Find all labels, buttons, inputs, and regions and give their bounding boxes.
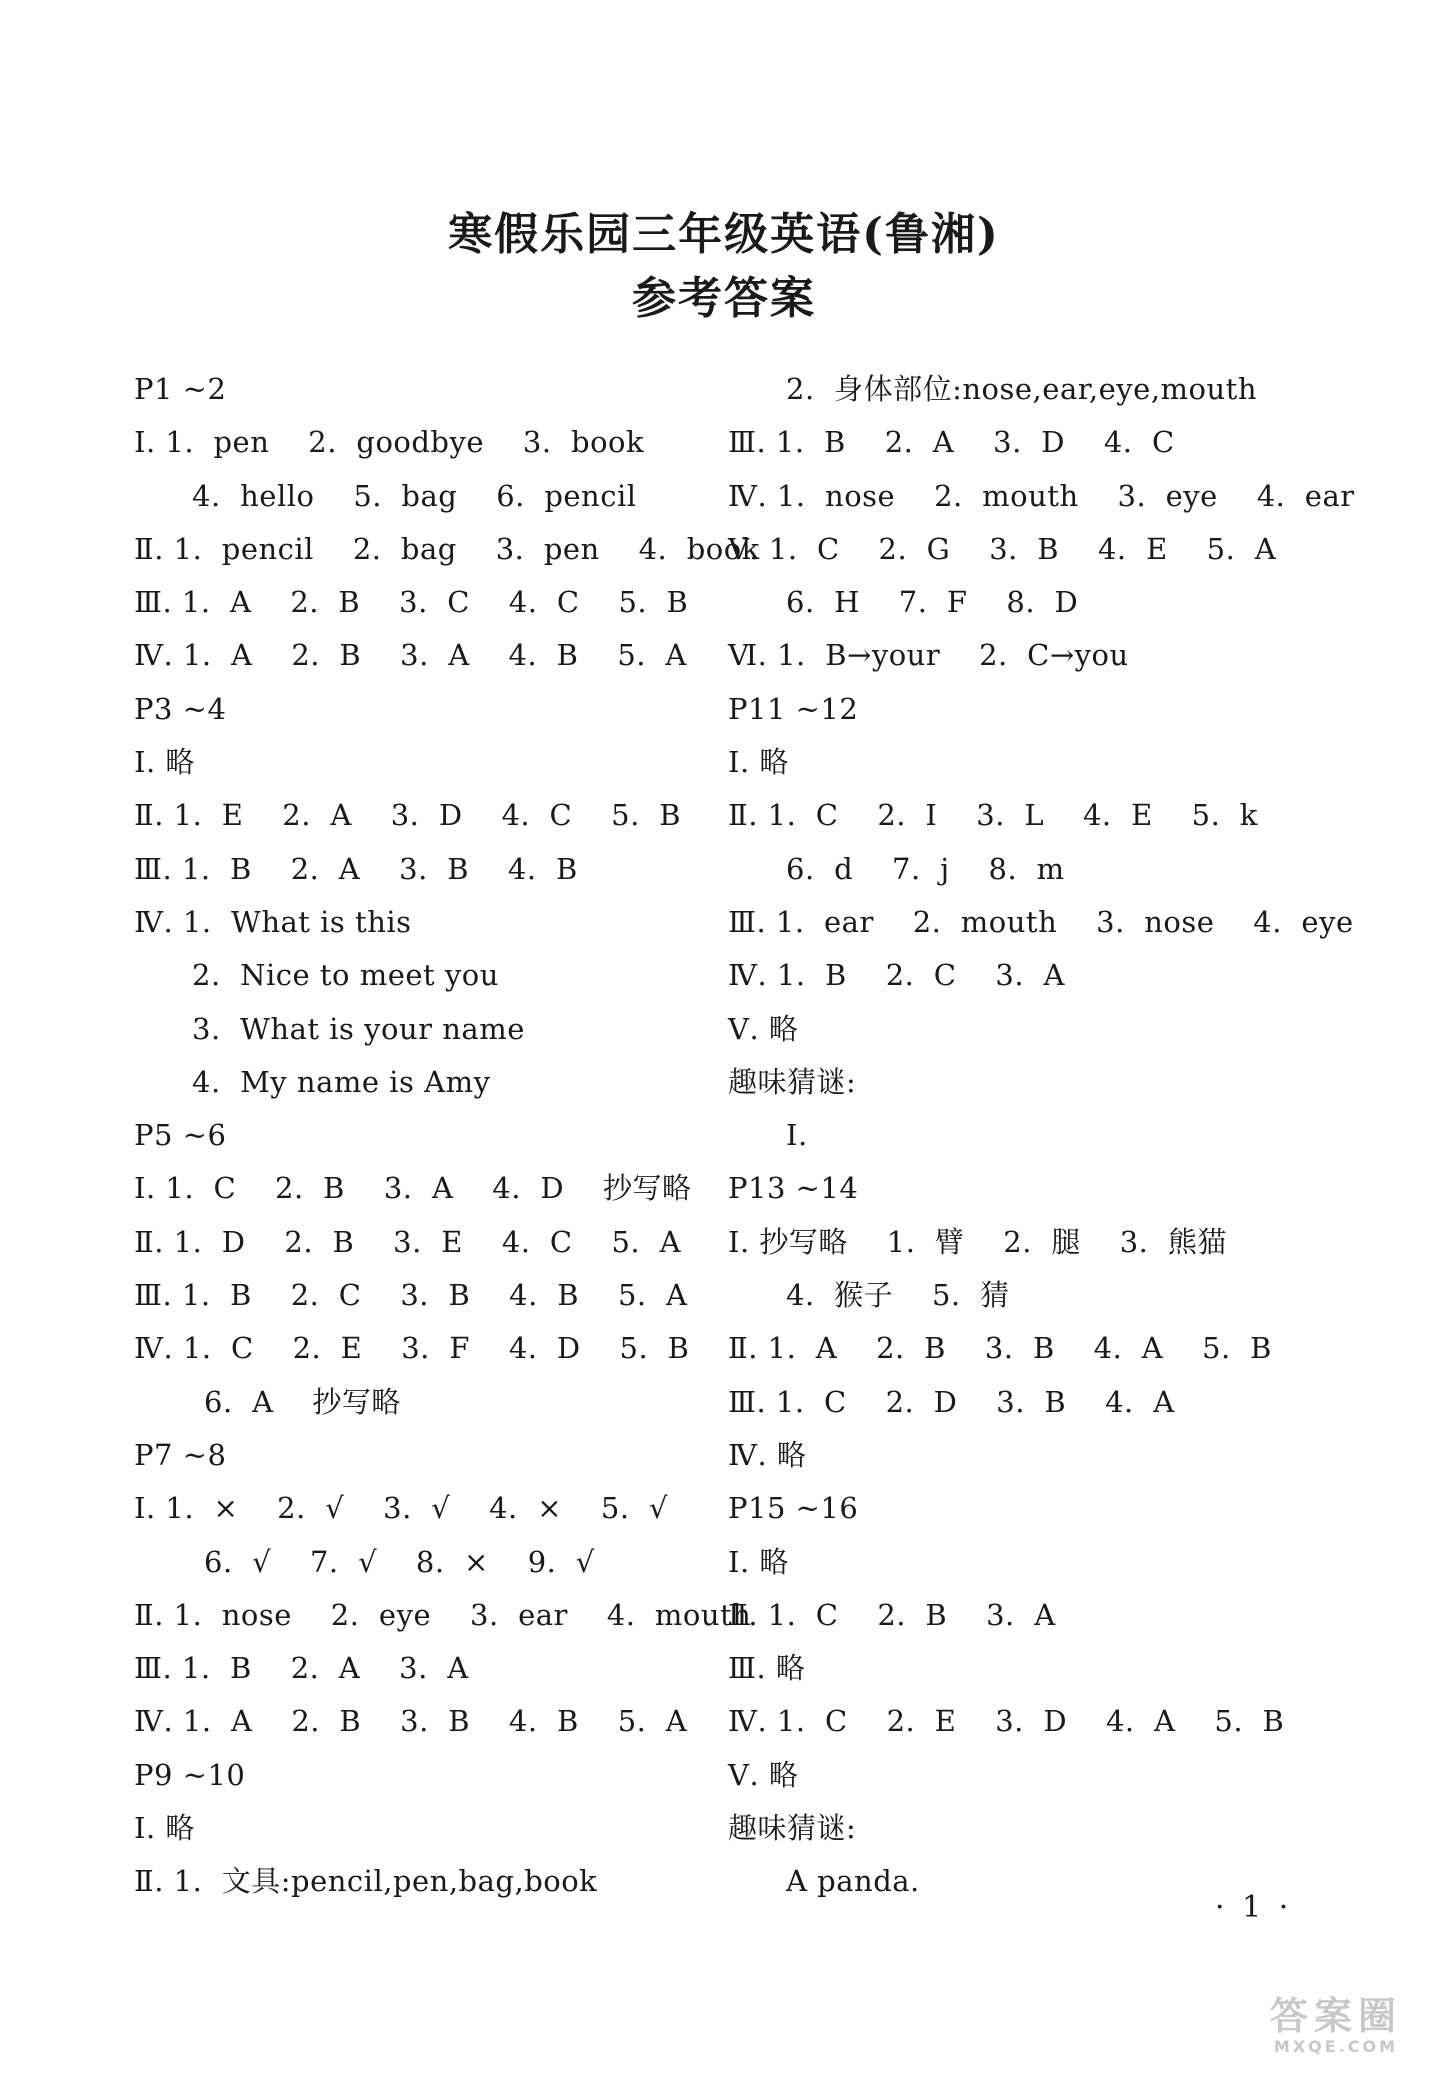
left-answer-line: Ⅰ. 1. pen 2. goodbye 3. book <box>134 425 645 460</box>
right-answer-line: 趣味猜谜: <box>728 1064 857 1099</box>
right-answer-line: Ⅲ. 略 <box>728 1651 806 1686</box>
right-answer-line: 6. d 7. j 8. m <box>786 851 1065 886</box>
right-answer-line: P15 ~16 <box>728 1491 859 1526</box>
left-answer-line: 3. What is your name <box>192 1011 525 1046</box>
left-answer-line: Ⅲ. 1. B 2. A 3. A <box>134 1651 469 1686</box>
left-answer-line: Ⅱ. 1. nose 2. eye 3. ear 4. mouth <box>134 1597 752 1632</box>
right-answer-line: Ⅳ. 1. B 2. C 3. A <box>728 958 1065 993</box>
right-answer-column <box>728 363 1355 1909</box>
left-answer-line: Ⅲ. 1. B 2. A 3. B 4. B <box>134 851 578 886</box>
right-answer-line: 趣味猜谜: <box>728 1811 857 1846</box>
left-answer-line: Ⅱ. 1. pencil 2. bag 3. pen 4. book <box>134 531 760 566</box>
right-answer-line: 2. 身体部位:nose,ear,eye,mouth <box>786 372 1258 406</box>
right-answer-line: 6. H 7. F 8. D <box>786 585 1079 620</box>
left-answer-line: 4. My name is Amy <box>192 1064 491 1099</box>
right-answer-line: Ⅰ. 抄写略 1. 臂 2. 腿 3. 熊猫 <box>728 1224 1227 1259</box>
right-answer-line: Ⅱ. 1. C 2. B 3. A <box>728 1597 1056 1632</box>
right-answer-line: Ⅲ. 1. B 2. A 3. D 4. C <box>728 425 1175 460</box>
right-answer-line: Ⅲ. 1. C 2. D 3. B 4. A <box>728 1384 1175 1419</box>
left-answer-line: Ⅳ. 1. What is this <box>134 904 412 939</box>
right-answer-line: P13 ~14 <box>728 1171 859 1206</box>
right-answer-line: Ⅴ. 略 <box>728 1757 799 1792</box>
right-answer-line: Ⅱ. 1. A 2. B 3. B 4. A 5. B <box>728 1331 1272 1366</box>
left-answer-line: Ⅲ. 1. B 2. C 3. B 4. B 5. A <box>134 1278 688 1313</box>
left-answer-column <box>134 363 760 1909</box>
right-answer-line: Ⅰ. 略 <box>728 745 789 780</box>
right-answer-line: Ⅴ. 略 <box>728 1011 799 1046</box>
left-answer-line: 4. hello 5. bag 6. pencil <box>192 478 637 513</box>
left-answer-line: P1 ~2 <box>134 372 227 406</box>
right-answer-line: Ⅳ. 1. nose 2. mouth 3. eye 4. ear <box>728 478 1355 513</box>
right-answer-line: Ⅴ. 1. C 2. G 3. B 4. E 5. A <box>728 531 1277 566</box>
left-answer-line: Ⅰ. 1. × 2. √ 3. √ 4. × 5. √ <box>134 1491 668 1526</box>
right-answer-line: 4. 猴子 5. 猜 <box>786 1278 1010 1313</box>
left-answer-line: Ⅳ. 1. C 2. E 3. F 4. D 5. B <box>134 1331 690 1366</box>
left-answer-line: 6. √ 7. √ 8. × 9. √ <box>204 1544 595 1579</box>
left-answer-line: P9 ~10 <box>134 1757 246 1792</box>
right-answer-line: Ⅳ. 1. C 2. E 3. D 4. A 5. B <box>728 1704 1285 1739</box>
document-subtitle: 参考答案 <box>632 273 816 324</box>
right-answer-line: P11 ~12 <box>728 691 859 726</box>
right-answer-line: Ⅵ. 1. B→your 2. C→you <box>728 638 1129 673</box>
left-answer-line: Ⅳ. 1. A 2. B 3. A 4. B 5. A <box>134 638 687 673</box>
left-answer-line: Ⅱ. 1. 文具:pencil,pen,bag,book <box>134 1864 598 1899</box>
left-answer-line: Ⅱ. 1. D 2. B 3. E 4. C 5. A <box>134 1224 682 1259</box>
left-answer-line: 6. A 抄写略 <box>204 1384 401 1419</box>
left-answer-line: P7 ~8 <box>134 1437 227 1472</box>
right-answer-line: I. <box>786 1118 808 1153</box>
right-answer-line: Ⅳ. 略 <box>728 1437 807 1472</box>
document-title: 寒假乐园三年级英语(鲁湘) <box>448 209 1000 260</box>
left-answer-line: Ⅲ. 1. A 2. B 3. C 4. C 5. B <box>134 585 689 620</box>
page-number: · 1 · <box>1215 1890 1293 1925</box>
watermark-logo <box>1246 1994 1426 2064</box>
left-answer-line: Ⅰ. 1. C 2. B 3. A 4. D 抄写略 <box>134 1171 692 1206</box>
left-answer-line: P3 ~4 <box>134 691 227 726</box>
left-answer-line: Ⅳ. 1. A 2. B 3. B 4. B 5. A <box>134 1704 688 1739</box>
right-answer-line: A panda. <box>786 1864 920 1899</box>
left-answer-line: 2. Nice to meet you <box>192 958 499 993</box>
right-answer-line: Ⅱ. 1. C 2. I 3. L 4. E 5. k <box>728 798 1258 833</box>
watermark-bottom: MXQE.COM <box>1273 2037 1399 2056</box>
watermark-top: 答案圈 <box>1269 1994 1402 2038</box>
right-answer-line: Ⅰ. 略 <box>728 1544 789 1579</box>
left-answer-line: Ⅰ. 略 <box>134 745 195 780</box>
left-answer-line: Ⅱ. 1. E 2. A 3. D 4. C 5. B <box>134 798 682 833</box>
right-answer-line: Ⅲ. 1. ear 2. mouth 3. nose 4. eye <box>728 904 1354 939</box>
left-answer-line: P5 ~6 <box>134 1118 227 1153</box>
left-answer-line: Ⅰ. 略 <box>134 1811 195 1846</box>
